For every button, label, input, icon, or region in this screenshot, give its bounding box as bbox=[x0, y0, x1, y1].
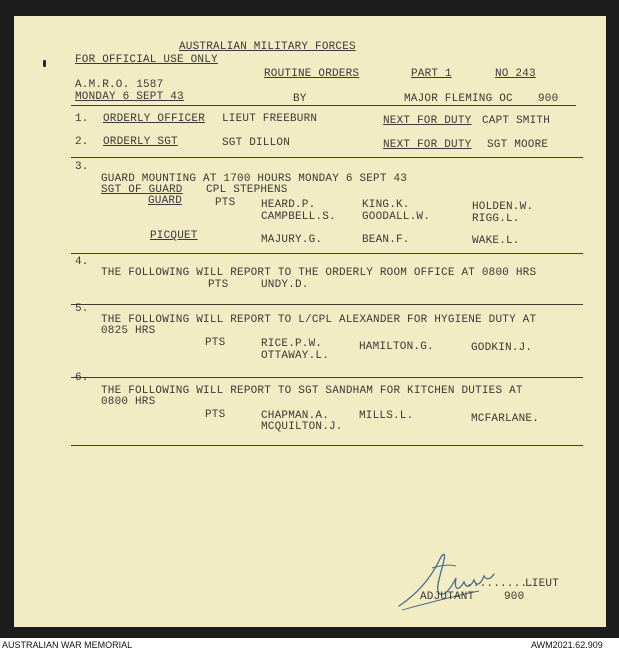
guard-name: HOLDEN.W. bbox=[472, 201, 534, 213]
section-5-name: RICE.P.W. bbox=[261, 338, 323, 350]
orderly-sgt-label: ORDERLY SGT bbox=[103, 136, 178, 148]
official-use-label: FOR OFFICIAL USE ONLY bbox=[75, 54, 218, 66]
section-5-text: THE FOLLOWING WILL REPORT TO L/CPL ALEXANDER FOR HYGIENE DUTY AT bbox=[101, 314, 537, 326]
issuer-unit: 900 bbox=[538, 93, 559, 105]
section-6-pts-label: PTS bbox=[205, 409, 226, 421]
orderly-officer-name: LIEUT FREEBURN bbox=[222, 113, 318, 125]
document-sheet bbox=[14, 16, 606, 627]
section-5-time: 0825 HRS bbox=[101, 325, 156, 337]
section-number-6: 6. bbox=[75, 372, 89, 384]
signature-rank: LIEUT bbox=[525, 578, 560, 590]
punch-mark bbox=[43, 60, 46, 67]
guard-name: KING.K. bbox=[362, 199, 410, 211]
rule-3 bbox=[71, 253, 583, 254]
section-4-pts-label: PTS bbox=[208, 279, 229, 291]
by-label: BY bbox=[293, 93, 307, 105]
guard-pts-label: PTS bbox=[215, 197, 236, 209]
rule-2 bbox=[71, 157, 583, 158]
issuer-name: MAJOR FLEMING OC bbox=[404, 93, 513, 105]
footer-accession: AWM2021.62.909 bbox=[531, 640, 603, 650]
signature-role: ADJUTANT bbox=[420, 591, 475, 603]
routine-orders-label: ROUTINE ORDERS bbox=[264, 68, 360, 80]
order-number: NO 243 bbox=[495, 68, 536, 80]
section-number-4: 4. bbox=[75, 256, 89, 268]
picquet-name: WAKE.L. bbox=[472, 235, 520, 247]
section-number-1: 1. bbox=[75, 113, 89, 125]
rule-6 bbox=[71, 445, 583, 446]
orderly-sgt-name: SGT DILLON bbox=[222, 137, 291, 149]
next-for-duty-label-2: NEXT FOR DUTY bbox=[383, 139, 472, 151]
section-6-text: THE FOLLOWING WILL REPORT TO SGT SANDHAM FOR KITCHEN DUTIES AT bbox=[101, 385, 523, 397]
sgt-of-guard-label: SGT OF GUARD bbox=[101, 184, 183, 196]
section-4-text: THE FOLLOWING WILL REPORT TO THE ORDERLY ROOM OFFICE AT 0800 HRS bbox=[101, 267, 537, 279]
next-for-duty-label-1: NEXT FOR DUTY bbox=[383, 115, 472, 127]
orderly-officer-label: ORDERLY OFFICER bbox=[103, 113, 206, 125]
next-for-duty-name-1: CAPT SMITH bbox=[482, 115, 551, 127]
amro-number: A.M.R.O. 1587 bbox=[75, 79, 164, 91]
section-5-pts-label: PTS bbox=[205, 337, 226, 349]
section-number-2: 2. bbox=[75, 136, 89, 148]
guard-name: CAMPBELL.S. bbox=[261, 211, 336, 223]
section-5-name: GODKIN.J. bbox=[471, 342, 533, 354]
rule-4 bbox=[71, 304, 583, 305]
signature-dots: .......... bbox=[466, 578, 535, 590]
signature-unit: 900 bbox=[504, 591, 525, 603]
next-for-duty-name-2: SGT MOORE bbox=[487, 139, 549, 151]
part-label: PART 1 bbox=[411, 68, 452, 80]
footer-credit: AUSTRALIAN WAR MEMORIAL bbox=[2, 640, 133, 650]
order-date: MONDAY 6 SEPT 43 bbox=[75, 91, 184, 103]
section-6-time: 0800 HRS bbox=[101, 396, 156, 408]
guard-name: GOODALL.W. bbox=[362, 211, 431, 223]
rule-5 bbox=[71, 377, 583, 378]
picquet-name: MAJURY.G. bbox=[261, 234, 323, 246]
section-5-name: OTTAWAY.L. bbox=[261, 350, 330, 362]
guard-label: GUARD bbox=[148, 195, 183, 207]
section-4-name: UNDY.D. bbox=[261, 279, 309, 291]
section-6-name: CHAPMAN.A. bbox=[261, 410, 330, 422]
section-6-name: MILLS.L. bbox=[359, 410, 414, 422]
guard-name: HEARD.P. bbox=[261, 199, 316, 211]
section-6-name: MCFARLANE. bbox=[471, 413, 540, 425]
section-number-3: 3. bbox=[75, 161, 89, 173]
section-6-name: MCQUILTON.J. bbox=[261, 421, 343, 433]
section-number-5: 5. bbox=[75, 303, 89, 315]
picquet-label: PICQUET bbox=[150, 230, 198, 242]
section-5-name: HAMILTON.G. bbox=[359, 341, 434, 353]
guard-mounting-line: GUARD MOUNTING AT 1700 HOURS MONDAY 6 SEPT 43 bbox=[101, 173, 408, 185]
document-title: AUSTRALIAN MILITARY FORCES bbox=[179, 41, 356, 53]
header-rule bbox=[71, 105, 576, 106]
guard-name: RIGG.L. bbox=[472, 213, 520, 225]
sgt-of-guard-name: CPL STEPHENS bbox=[206, 184, 288, 196]
picquet-name: BEAN.F. bbox=[362, 234, 410, 246]
